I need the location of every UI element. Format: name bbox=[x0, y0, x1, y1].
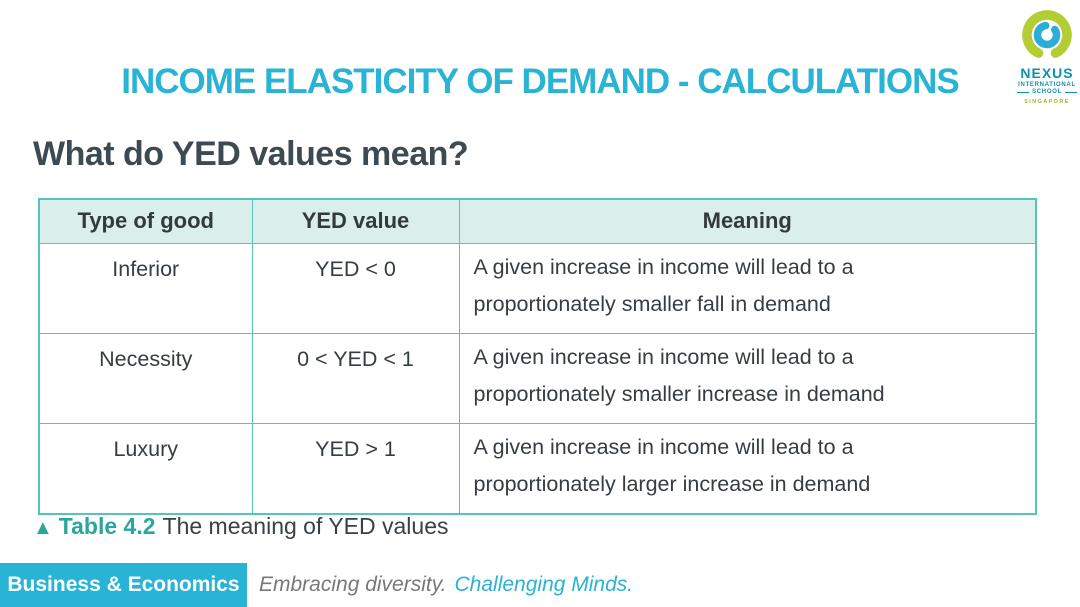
logo-name: NEXUS bbox=[1020, 65, 1074, 81]
logo-line-international: INTERNATIONAL bbox=[1018, 82, 1076, 89]
logo-line-singapore: SINGAPORE bbox=[1024, 98, 1070, 105]
header-meaning: Meaning bbox=[459, 199, 1036, 243]
table-row bbox=[39, 243, 1036, 333]
caption-label: Table 4.2 bbox=[58, 513, 156, 539]
footer-department-badge: Business & Economics bbox=[0, 563, 247, 607]
logo-line-school bbox=[1014, 89, 1080, 96]
slide-title: INCOME ELASTICITY OF DEMAND - CALCULATIONS bbox=[121, 62, 959, 101]
tagline-embracing: Embracing diversity. bbox=[259, 573, 447, 596]
section-heading: What do YED values mean? bbox=[33, 135, 469, 173]
logo-school-text: SCHOOL bbox=[1032, 88, 1062, 95]
spiral-logo-icon bbox=[1018, 7, 1076, 65]
table-header-row bbox=[39, 199, 1036, 243]
footer-tagline bbox=[259, 563, 633, 607]
cell-meaning-inferior bbox=[459, 243, 1036, 333]
caption-text: The meaning of YED values bbox=[162, 513, 449, 539]
cell-value-necessity: 0 < YED < 1 bbox=[252, 333, 459, 423]
header-type-of-good: Type of good bbox=[39, 199, 252, 243]
meaning-text: A given increase in income will lead to a proportionately smaller fall in demand bbox=[473, 254, 854, 316]
header-yed-value: YED value bbox=[252, 199, 459, 243]
tagline-challenging: Challenging Minds. bbox=[454, 573, 634, 596]
meaning-text: A given increase in income will lead to a proportionately larger increase in demand bbox=[473, 434, 871, 496]
cell-type-inferior: Inferior bbox=[39, 243, 252, 333]
meaning-text: A given increase in income will lead to a proportionately smaller increase in demand bbox=[473, 344, 885, 406]
yed-values-table bbox=[38, 198, 1037, 515]
table-row bbox=[39, 423, 1036, 514]
cell-type-luxury: Luxury bbox=[39, 423, 252, 514]
triangle-icon: ▲ bbox=[33, 517, 53, 539]
yed-table-container bbox=[38, 198, 1035, 515]
cell-meaning-luxury bbox=[459, 423, 1036, 514]
cell-value-luxury: YED > 1 bbox=[252, 423, 459, 514]
cell-value-inferior: YED < 0 bbox=[252, 243, 459, 333]
nexus-logo bbox=[1014, 7, 1080, 105]
table-caption bbox=[33, 513, 449, 540]
table-row bbox=[39, 333, 1036, 423]
cell-meaning-necessity bbox=[459, 333, 1036, 423]
cell-type-necessity: Necessity bbox=[39, 333, 252, 423]
